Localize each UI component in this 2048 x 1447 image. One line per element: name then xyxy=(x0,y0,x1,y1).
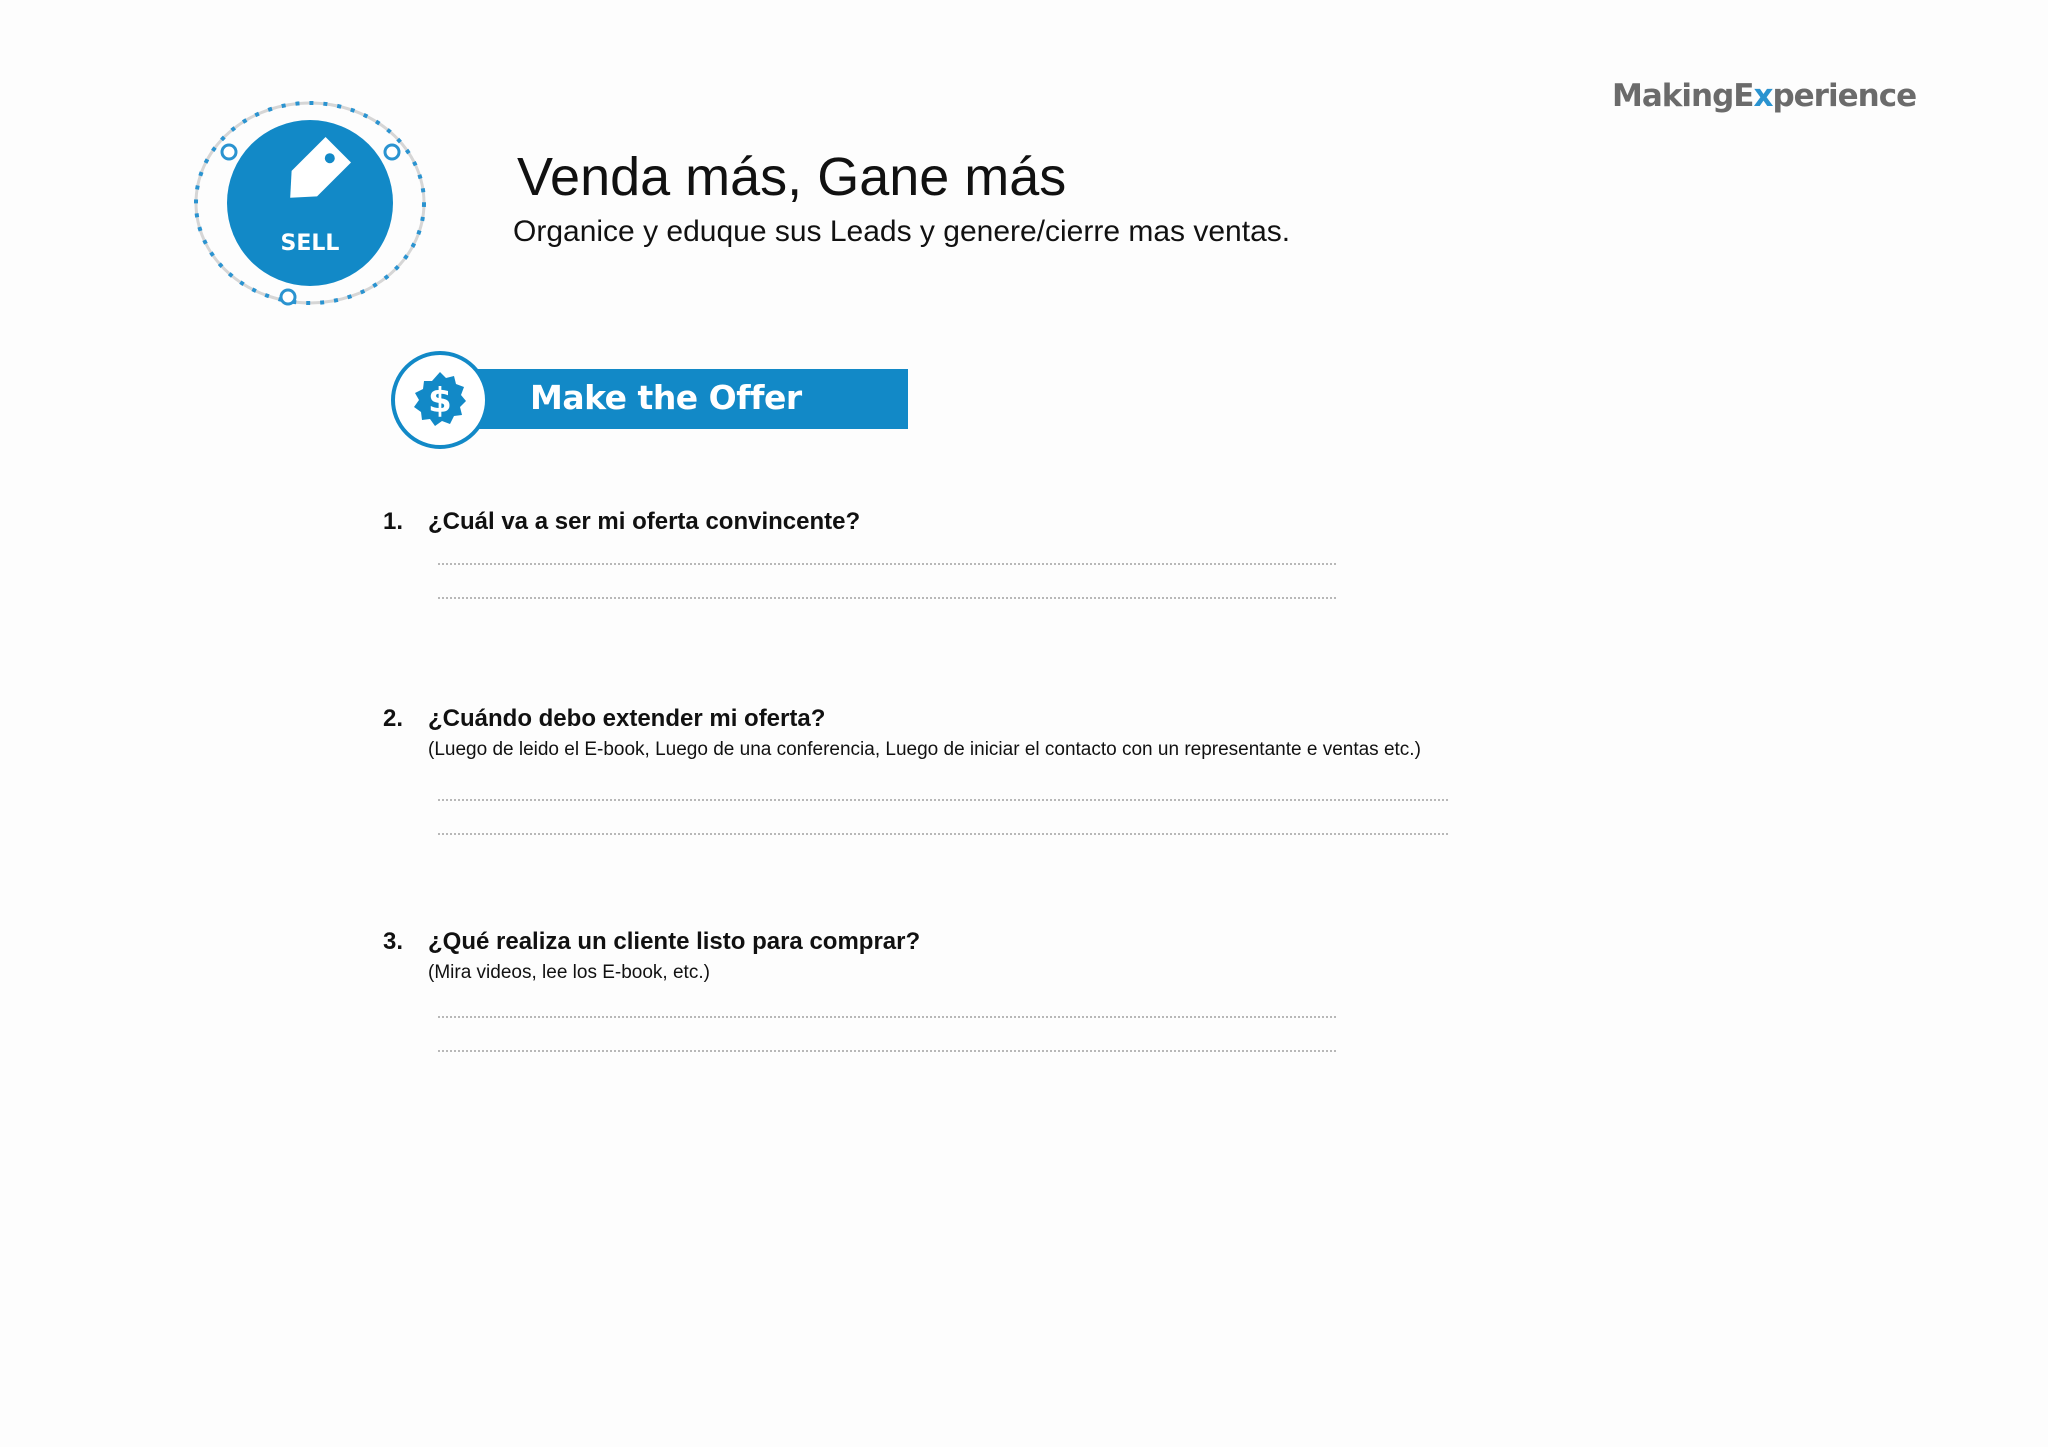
question-text: ¿Qué realiza un cliente listo para comprar? xyxy=(428,928,921,955)
answer-line[interactable] xyxy=(438,1050,1336,1052)
svg-text:$: $ xyxy=(428,381,452,421)
brand-highlight: E xyxy=(1733,78,1754,114)
brand-prefix: Making xyxy=(1612,78,1734,114)
question-1 xyxy=(383,508,860,536)
page-title: Venda más, Gane más xyxy=(517,147,1067,207)
answer-line[interactable] xyxy=(438,1016,1336,1018)
brand-logo xyxy=(1612,78,1916,114)
question-2 xyxy=(383,705,1421,761)
question-number: 3. xyxy=(383,928,404,955)
dollar-badge-icon xyxy=(390,350,490,450)
answer-line[interactable] xyxy=(438,799,1448,801)
question-hint: (Mira videos, lee los E-book, etc.) xyxy=(428,962,710,983)
answer-line[interactable] xyxy=(438,597,1336,599)
answer-line[interactable] xyxy=(438,833,1448,835)
question-text: ¿Cuándo debo extender mi oferta? xyxy=(428,705,826,732)
question-3 xyxy=(383,928,920,984)
question-number: 2. xyxy=(383,705,404,732)
section-banner xyxy=(390,350,910,450)
sell-tag-icon xyxy=(190,98,430,308)
banner-label: Make the Offer xyxy=(530,378,802,417)
brand-suffix: perience xyxy=(1772,78,1917,114)
brand-x-mark: x xyxy=(1753,78,1773,114)
question-hint: (Luego de leido el E-book, Luego de una conferencia, Luego de iniciar el contacto con un representante e ventas etc.) xyxy=(428,739,1421,760)
answer-line[interactable] xyxy=(438,563,1336,565)
page-subtitle: Organice y eduque sus Leads y genere/cierre mas ventas. xyxy=(513,215,1291,248)
badge-label: SELL xyxy=(280,231,340,256)
sell-badge xyxy=(190,98,430,308)
question-number: 1. xyxy=(383,508,404,535)
question-text: ¿Cuál va a ser mi oferta convincente? xyxy=(428,508,861,535)
